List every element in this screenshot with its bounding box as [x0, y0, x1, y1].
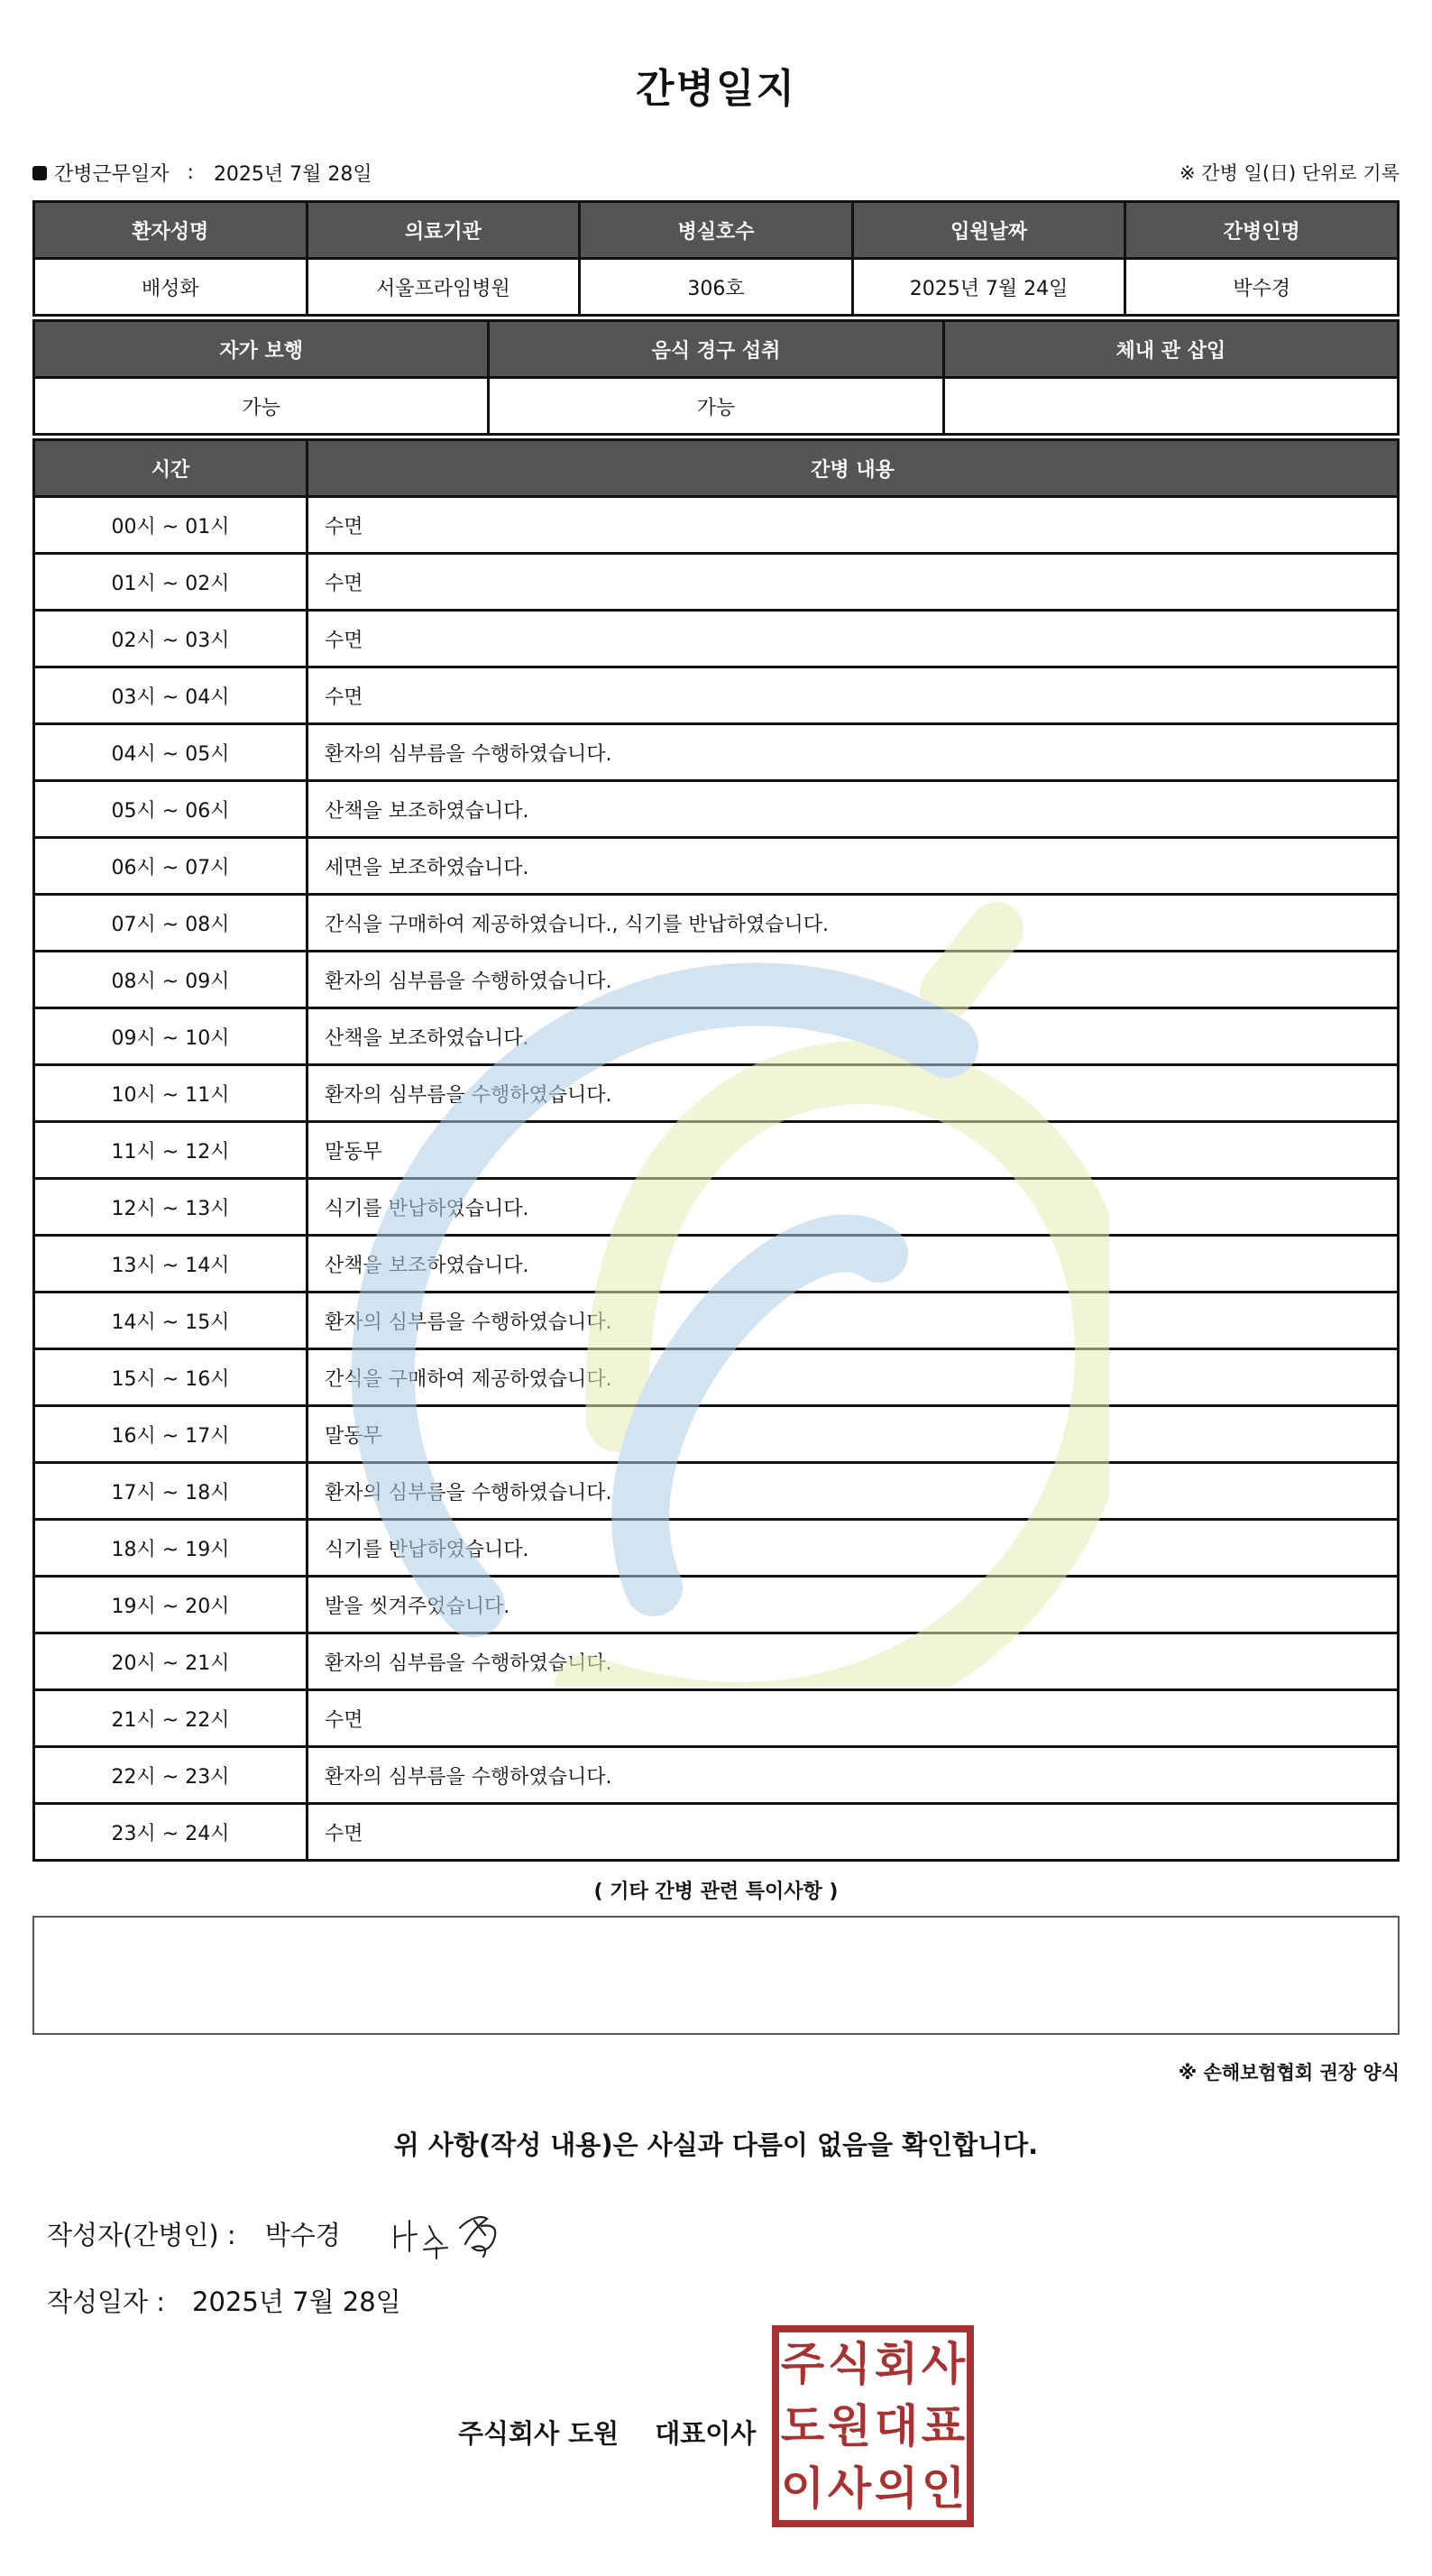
care-log-table	[32, 438, 1400, 1862]
care-log-row	[34, 1293, 1399, 1349]
care-log-time: 05시 ~ 06시	[34, 781, 308, 838]
writer-label: 작성자(간병인) :	[47, 2220, 236, 2250]
hospital-name: 서울프라임병원	[307, 259, 580, 316]
caregiver-name: 박수경	[1125, 259, 1399, 316]
care-log-content: 환자의 심부름을 수행하였습니다.	[308, 1633, 1399, 1690]
care-log-row	[34, 838, 1399, 895]
care-log-time: 00시 ~ 01시	[34, 497, 308, 554]
remarks-title: ( 기타 간병 관련 특이사항 )	[593, 1881, 839, 1903]
care-log-content: 환자의 심부름을 수행하였습니다.	[308, 1463, 1399, 1520]
care-log-content: 수면	[308, 667, 1399, 724]
care-log-time: 09시 ~ 10시	[34, 1008, 308, 1065]
care-log-content: 산책을 보조하였습니다.	[308, 781, 1399, 838]
header-admission-date: 입원날짜	[852, 202, 1125, 259]
care-log-time: 11시 ~ 12시	[34, 1122, 308, 1179]
care-log-time: 10시 ~ 11시	[34, 1065, 308, 1122]
care-log-content: 수면	[308, 554, 1399, 611]
care-log-time: 16시 ~ 17시	[34, 1406, 308, 1463]
care-log-row	[34, 781, 1399, 838]
work-date-value: 2025년 7월 28일	[213, 163, 372, 186]
care-log-row	[34, 952, 1399, 1008]
care-log-row	[34, 1747, 1399, 1804]
care-log-time: 08시 ~ 09시	[34, 952, 308, 1008]
care-log-time: 23시 ~ 24시	[34, 1804, 308, 1861]
care-log-time: 20시 ~ 21시	[34, 1633, 308, 1690]
seal-character: 식	[827, 2337, 872, 2390]
care-log-time: 17시 ~ 18시	[34, 1463, 308, 1520]
care-log-time: 13시 ~ 14시	[34, 1236, 308, 1293]
care-log-time: 14시 ~ 15시	[34, 1293, 308, 1349]
care-log-row	[34, 1577, 1399, 1633]
care-log-content: 환자의 심부름을 수행하였습니다.	[308, 1747, 1399, 1804]
handwritten-signature	[388, 2208, 505, 2262]
care-log-content: 산책을 보조하였습니다.	[308, 1236, 1399, 1293]
seal-character: 표	[921, 2399, 966, 2452]
self-walking-value: 가능	[34, 378, 489, 435]
patient-name: 배성화	[34, 259, 308, 316]
insurer-note: ※ 손해보험협회 권장 양식	[1178, 2062, 1400, 2084]
work-date-line	[32, 159, 372, 187]
header-caregiver-name: 간병인명	[1125, 202, 1399, 259]
care-log-content: 수면	[308, 611, 1399, 667]
care-log-row	[34, 497, 1399, 554]
remarks-box	[32, 1916, 1400, 2035]
care-log-row	[34, 1179, 1399, 1236]
written-date-value: 2025년 7월 28일	[192, 2286, 401, 2317]
ceo-title: 대표이사	[655, 2418, 757, 2449]
care-log-row	[34, 667, 1399, 724]
patient-status-value-row	[34, 378, 1399, 435]
work-date-colon: :	[187, 161, 194, 184]
care-log-content: 환자의 심부름을 수행하였습니다.	[308, 1293, 1399, 1349]
seal-character: 이	[780, 2462, 825, 2516]
care-log-row	[34, 895, 1399, 952]
seal-character: 회	[874, 2337, 919, 2390]
oral-intake-value: 가능	[489, 378, 943, 435]
seal-character: 대	[874, 2399, 919, 2452]
seal-character: 의	[874, 2462, 919, 2516]
care-log-row	[34, 1633, 1399, 1690]
care-log-content: 산책을 보조하였습니다.	[308, 1008, 1399, 1065]
care-log-row	[34, 1008, 1399, 1065]
care-log-time: 07시 ~ 08시	[34, 895, 308, 952]
written-date-label: 작성일자 :	[47, 2286, 166, 2317]
care-log-time: 03시 ~ 04시	[34, 667, 308, 724]
care-log-row	[34, 1406, 1399, 1463]
header-time: 시간	[34, 440, 308, 497]
care-log-content: 간식을 구매하여 제공하였습니다.	[308, 1349, 1399, 1406]
company-line	[458, 2414, 756, 2451]
care-log-time: 19시 ~ 20시	[34, 1577, 308, 1633]
care-log-time: 15시 ~ 16시	[34, 1349, 308, 1406]
care-log-row	[34, 724, 1399, 781]
room-number: 306호	[580, 259, 853, 316]
care-log-time: 18시 ~ 19시	[34, 1520, 308, 1577]
written-date-line	[47, 2282, 401, 2319]
confirmation-statement: 위 사항(작성 내용)은 사실과 다름이 없음을 확인합니다.	[393, 2130, 1039, 2160]
care-log-row	[34, 1463, 1399, 1520]
patient-status-header-row	[34, 321, 1399, 378]
care-log-time: 02시 ~ 03시	[34, 611, 308, 667]
care-log-content: 세면을 보조하였습니다.	[308, 838, 1399, 895]
header-care-content: 간병 내용	[308, 440, 1399, 497]
header-tube-insertion: 체내 관 삽입	[943, 321, 1398, 378]
seal-character: 주	[780, 2337, 825, 2390]
care-log-content: 수면	[308, 1690, 1399, 1747]
patient-info-value-row	[34, 259, 1399, 316]
daily-record-note: ※ 간병 일(日) 단위로 기록	[1180, 162, 1400, 184]
tube-insertion-value	[943, 378, 1398, 435]
header-oral-intake: 음식 경구 섭취	[489, 321, 943, 378]
company-seal-stamp	[772, 2325, 974, 2527]
care-log-content: 수면	[308, 1804, 1399, 1861]
header-room: 병실호수	[580, 202, 853, 259]
care-log-content: 식기를 반납하였습니다.	[308, 1520, 1399, 1577]
care-log-row	[34, 1804, 1399, 1861]
care-log-body	[34, 497, 1399, 1861]
care-log-row	[34, 1065, 1399, 1122]
writer-name: 박수경	[264, 2220, 341, 2250]
seal-character: 사	[921, 2337, 966, 2390]
care-log-header-row	[34, 440, 1399, 497]
care-log-content: 발을 씻겨주었습니다.	[308, 1577, 1399, 1633]
care-log-content: 환자의 심부름을 수행하였습니다.	[308, 724, 1399, 781]
care-log-row	[34, 1122, 1399, 1179]
seal-character: 사	[827, 2462, 872, 2516]
care-log-time: 06시 ~ 07시	[34, 838, 308, 895]
writer-line	[47, 2215, 341, 2252]
care-log-content: 말동무	[308, 1406, 1399, 1463]
seal-character: 도	[780, 2399, 825, 2452]
care-log-row	[34, 1349, 1399, 1406]
page-title: 간병일지	[635, 66, 796, 112]
care-log-content: 수면	[308, 497, 1399, 554]
seal-character: 원	[827, 2399, 872, 2452]
care-log-time: 01시 ~ 02시	[34, 554, 308, 611]
care-log-row	[34, 1520, 1399, 1577]
care-log-row	[34, 1236, 1399, 1293]
header-hospital: 의료기관	[307, 202, 580, 259]
care-log-content: 환자의 심부름을 수행하였습니다.	[308, 1065, 1399, 1122]
admission-date: 2025년 7월 24일	[852, 259, 1125, 316]
bullet-square-icon	[32, 166, 47, 180]
care-log-time: 22시 ~ 23시	[34, 1747, 308, 1804]
company-name: 주식회사 도원	[458, 2418, 620, 2449]
care-log-row	[34, 554, 1399, 611]
care-log-content: 식기를 반납하였습니다.	[308, 1179, 1399, 1236]
header-patient-name: 환자성명	[34, 202, 308, 259]
care-log-time: 12시 ~ 13시	[34, 1179, 308, 1236]
header-self-walking: 자가 보행	[34, 321, 489, 378]
seal-character: 인	[921, 2462, 966, 2516]
care-log-row	[34, 1690, 1399, 1747]
care-log-time: 21시 ~ 22시	[34, 1690, 308, 1747]
work-date-label: 간병근무일자	[54, 163, 170, 186]
patient-info-header-row	[34, 202, 1399, 259]
care-log-time: 04시 ~ 05시	[34, 724, 308, 781]
patient-info-table	[32, 200, 1400, 317]
care-log-content: 간식을 구매하여 제공하였습니다., 식기를 반납하였습니다.	[308, 895, 1399, 952]
patient-status-table	[32, 319, 1400, 436]
care-log-content: 말동무	[308, 1122, 1399, 1179]
care-log-row	[34, 611, 1399, 667]
care-log-content: 환자의 심부름을 수행하였습니다.	[308, 952, 1399, 1008]
